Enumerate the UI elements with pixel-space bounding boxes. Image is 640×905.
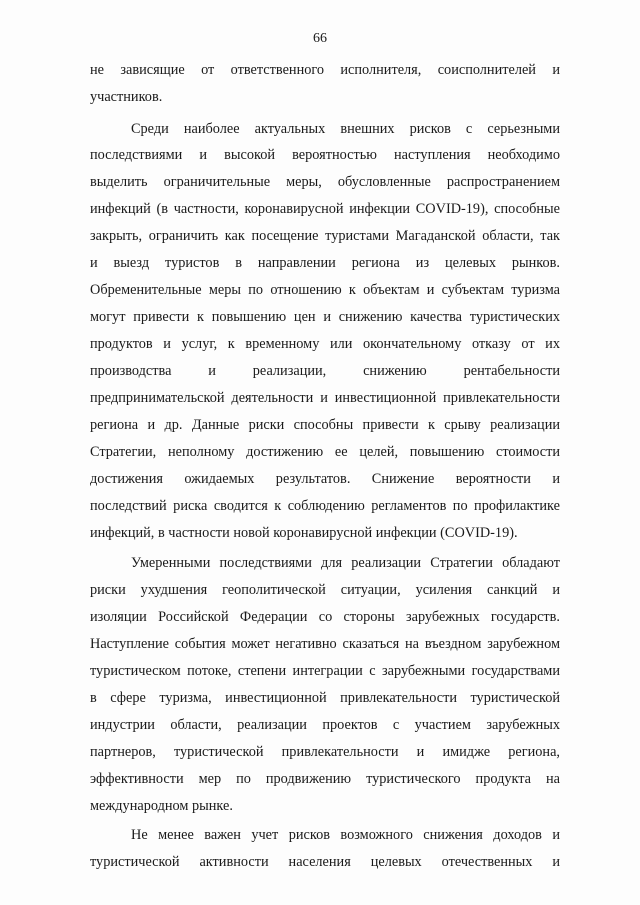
text-line: участников. [90, 89, 163, 105]
text-line: закрыть, ограничить как посещение туристами Магаданской области, так [90, 228, 560, 244]
text-line: Обременительные меры по отношению к объектам и субъектам туризма [90, 282, 560, 298]
text-line: региона и др. Данные риски способны привести к срыву реализации [90, 417, 560, 433]
text-line: риски ухудшения геополитической ситуации, усиления санкций и [90, 582, 560, 598]
text-line: индустрии области, реализации проектов с участием зарубежных [90, 717, 560, 733]
text-line: предпринимательской деятельности и инвестиционной привлекательности [90, 390, 560, 406]
text-line: и выезд туристов в направлении региона из целевых рынков. [90, 255, 560, 271]
text-line: не зависящие от ответственного исполнителя, соисполнителей и [90, 62, 560, 78]
text-line: производства и реализации, снижению рентабельности [90, 363, 560, 379]
page-number: 66 [313, 31, 327, 46]
text-line: выделить ограничительные меры, обусловленные распространением [90, 174, 560, 190]
paragraph-first-line: Не менее важен учет рисков возможного снижения доходов и [131, 827, 560, 843]
text-line: продуктов и услуг, к временному или окончательному отказу от их [90, 336, 560, 352]
text-line: международном рынке. [90, 798, 233, 814]
text-line: партнеров, туристической привлекательности и имидже региона, [90, 744, 560, 760]
paragraph-first-line: Среди наиболее актуальных внешних рисков с серьезными [131, 121, 560, 137]
text-line: Стратегии, неполному достижению ее целей, повышению стоимости [90, 444, 560, 460]
text-line: могут привести к повышению цен и снижению качества туристических [90, 309, 560, 325]
text-line: последствий риска сводится к соблюдению регламентов по профилактике [90, 498, 560, 514]
text-line: инфекций, в частности новой коронавирусной инфекции (COVID-19). [90, 525, 518, 541]
text-line: эффективности мер по продвижению туристического продукта на [90, 771, 560, 787]
text-line: изоляции Российской Федерации со стороны зарубежных государств. [90, 609, 560, 625]
text-line: Наступление события может негативно сказаться на въездном зарубежном [90, 636, 560, 652]
paragraph-first-line: Умеренными последствиями для реализации Стратегии обладают [131, 555, 560, 571]
text-line: туристической активности населения целевых отечественных и [90, 854, 560, 870]
text-line: в сфере туризма, инвестиционной привлекательности туристической [90, 690, 560, 706]
text-line: последствиями и высокой вероятностью наступления необходимо [90, 147, 560, 163]
text-line: инфекций (в частности, коронавирусной инфекции COVID-19), способные [90, 201, 560, 217]
text-line: достижения ожидаемых результатов. Снижение вероятности и [90, 471, 560, 487]
text-line: туристическом потоке, степени интеграции с зарубежными государствами [90, 663, 560, 679]
